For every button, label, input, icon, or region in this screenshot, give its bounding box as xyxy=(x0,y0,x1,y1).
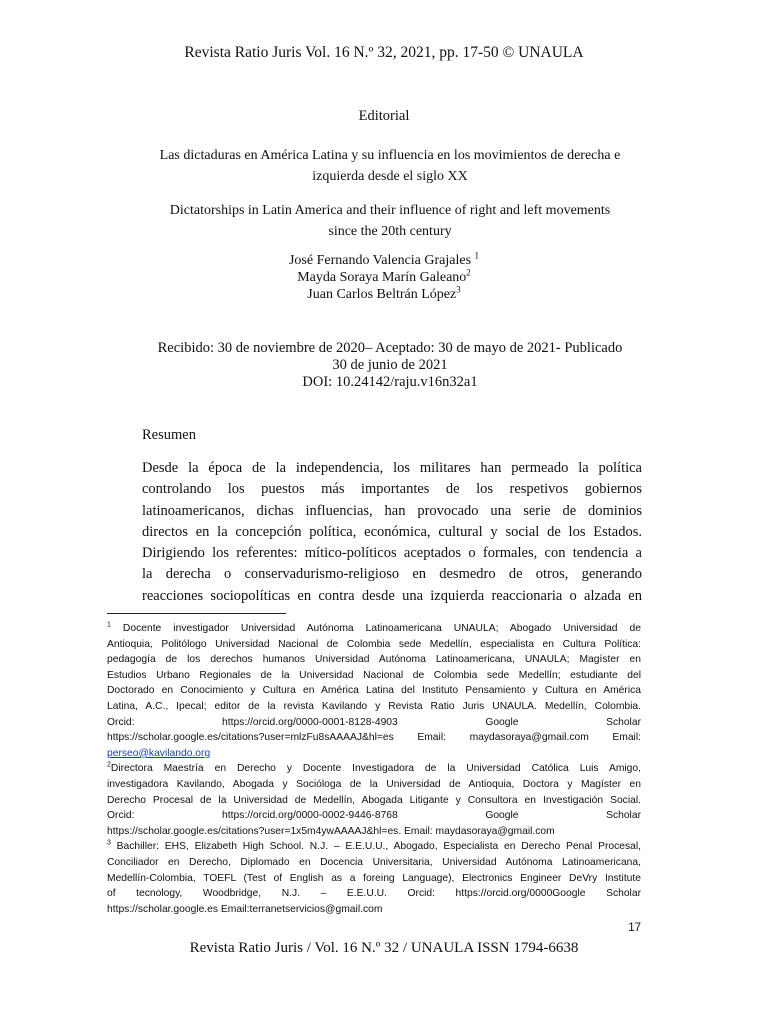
abstract-line: directos en la concepción política, económica, cultural y social de los Estados. xyxy=(142,523,642,540)
footnote-ref[interactable]: 3 xyxy=(456,284,461,295)
footnote-line: https://scholar.google.es Email:terranetservicios@gmail.com xyxy=(107,903,383,915)
title-english-line: Dictatorships in Latin America and their influence of right and left movements xyxy=(169,203,611,218)
title-spanish-line: izquierda desde el siglo XX xyxy=(312,169,468,184)
footnote-line: Derecho Procesal de la Universidad de Medellín, Abogada Litigante y Consultora en Investigación Social. xyxy=(107,794,641,806)
author xyxy=(0,286,768,303)
title-english-line: since the 20th century xyxy=(328,224,452,239)
title-spanish-line: Las dictaduras en América Latina y su influencia en los movimientos de derecha e xyxy=(159,148,621,163)
author-name: Mayda Soraya Marín Galeano xyxy=(297,270,467,285)
footnote-line: Medellín-Colombia, TOEFL (Test of English as a foreing Language), Electronics Engineer DeVry Institute xyxy=(107,872,641,884)
footnote-ref[interactable]: 2 xyxy=(466,267,471,278)
abstract-body xyxy=(142,458,642,607)
footnote-mark: 2 xyxy=(107,761,111,769)
author xyxy=(0,252,768,269)
page-number: 17 xyxy=(628,922,641,934)
publication-dates xyxy=(130,340,650,391)
footnote-line: Doctorado en Conocimiento y Cultura en América Latina del Instituto Pensamiento y Cultura en América xyxy=(107,685,641,697)
abstract-line: Desde la época de la independencia, los militares han permeado la política xyxy=(142,460,642,476)
footnote-line xyxy=(107,746,641,762)
footnote-line: https://scholar.google.es/citations?user=mlzFu8sAAAAJ&hl=es Email: maydasoraya@gmail.com Email: xyxy=(107,732,641,744)
abstract-line: controlando los puestos más importantes de los respetivos gobiernos xyxy=(142,481,642,498)
footnote-line: $^1$ Docente investigador Universidad Autónoma Latinoamericana UNAULA; Abogado Universidad de xyxy=(107,621,641,634)
running-header: Revista Ratio Juris Vol. 16 N.º 32, 2021, pp. 17-50 © UNAULA xyxy=(184,44,584,61)
author-list xyxy=(0,252,768,303)
abstract-line: latinoamericanos, dichas influencias, han provocado una serie de dominios xyxy=(142,502,642,519)
footnote-ref[interactable]: 1 xyxy=(474,250,480,261)
abstract-line: Dirigiendo los referentes: mítico-políticos aceptados o formales, con tendencia a xyxy=(142,545,642,562)
author-name: José Fernando Valencia Grajales xyxy=(288,253,472,268)
footnote-line: pedagogía de los derechos humanos Universidad Autónoma Latinoamericana, UNAULA; Magíster en xyxy=(107,654,641,666)
title-english xyxy=(140,200,640,242)
footnote-line: Orcid: https://orcid.org/0000-0001-8128-4903 Google Scholar xyxy=(107,716,641,728)
section-label: Editorial xyxy=(358,108,410,124)
footnote-mark: 3 xyxy=(107,839,111,847)
running-footer: Revista Ratio Juris / Vol. 16 N.º 32 / UNAULA ISSN 1794-6638 xyxy=(189,940,579,956)
footnote-line: Antioquia, Politólogo Universidad Nacional de Colombia sede Medellín, especialista en Cultura Política: xyxy=(107,638,641,650)
footnotes xyxy=(107,621,641,917)
dates-line: 30 de junio de 2021 xyxy=(332,357,448,373)
footnote-3 xyxy=(107,839,641,917)
abstract-heading: Resumen xyxy=(142,427,196,443)
dates-line: Recibido: 30 de noviembre de 2020– Aceptado: 30 de mayo de 2021- Publicado xyxy=(157,340,623,356)
footnote-line: Conciliador en Derecho, Diplomado en Docencia Universitaria, Universidad Autónoma Latinoamericana, xyxy=(107,856,641,868)
footnote-line: of tecnology, Woodbridge, N.J. – E.E.U.U. Orcid: https://orcid.org/0000Google Scholar xyxy=(107,888,641,900)
footnote-line: https://scholar.google.es/citations?user=1x5m4ywAAAAJ&hl=es. Email: maydasoraya@gmail.com xyxy=(107,825,555,837)
footnote-line: $^3$ Bachiller: EHS, Elizabeth High School. N.J. – E.E.U.U., Abogado, Especialista en Derecho Penal Procesal, xyxy=(107,839,641,853)
abstract-line: la derecha o conservadurismo-religioso en desmedro de otros, generando xyxy=(142,566,642,583)
footnote-line: investigadora Kavilando, Abogada y Socióloga de la Universidad de Antioquia, Doctora y Magíster en xyxy=(107,778,641,790)
footnote-1 xyxy=(107,621,641,761)
footnote-mark: 1 xyxy=(107,621,111,629)
footnote-separator xyxy=(107,613,286,614)
abstract-line: reacciones sociopolíticas en contra desde una izquierda reaccionaria o alzada en xyxy=(142,587,642,604)
footnote-2 xyxy=(107,761,641,839)
footnote-line: Latina, A.C., Ipecal; editor de la revista Kavilando y Revista Ratio Juris UNAULA. Medellín, Colombia. xyxy=(107,700,641,712)
author xyxy=(0,269,768,286)
doi: DOI: 10.24142/raju.v16n32a1 xyxy=(302,374,478,390)
author-name: Juan Carlos Beltrán López xyxy=(307,287,457,302)
footnote-line: Orcid: https://orcid.org/0000-0002-9446-8768 Google Scholar xyxy=(107,810,641,822)
email-link[interactable]: perseo@kavilando.org xyxy=(107,747,211,759)
footnote-line: $^2$Directora Maestría en Derecho y Docente Investigadora de la Universidad Católica Luis Amigo, xyxy=(107,761,641,775)
footnote-line: Estudios Urbano Regionales de la Universidad Nacional de Colombia sede Medellín; estudiante del xyxy=(107,669,641,681)
title-spanish xyxy=(140,145,640,187)
